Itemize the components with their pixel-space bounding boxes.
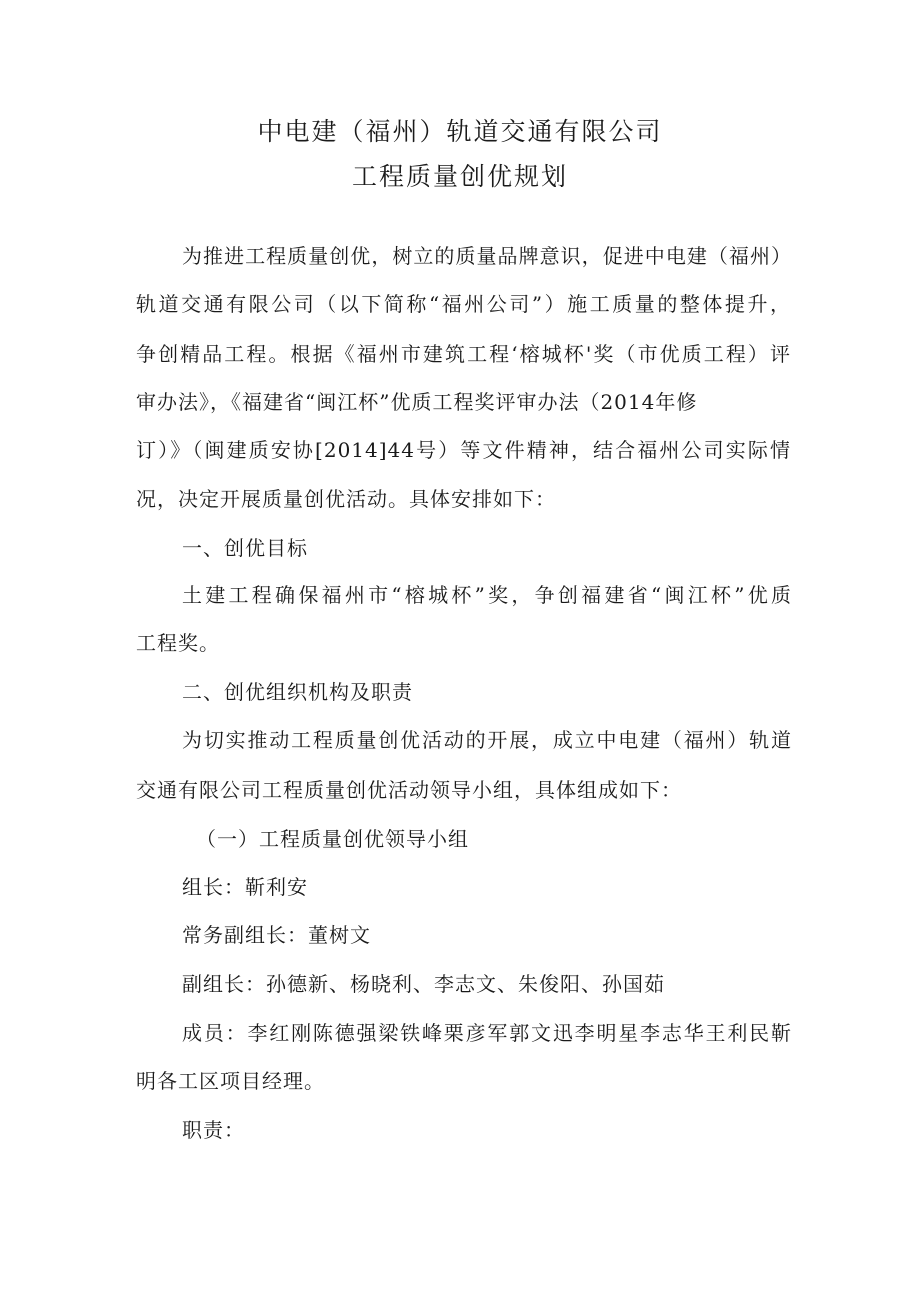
section-1-heading: 一、创优目标	[182, 536, 308, 560]
intro-line-4: 审办法》，《福建省“闽江杯”优质工程奖评审办法（2014年修	[136, 390, 698, 414]
duties-heading: 职责：	[182, 1118, 245, 1142]
exec-deputy-line: 常务副组长：董树文	[182, 923, 371, 947]
document-title: 中电建（福州）轨道交通有限公司	[257, 117, 663, 146]
intro-line-6: 况，决定开展质量创优活动。具体安排如下：	[136, 487, 556, 511]
section-1-line-1: 土建工程确保福州市“榕城杯”奖，争创福建省“闽江杯”优质	[182, 583, 792, 607]
section-1-line-2: 工程奖。	[136, 631, 220, 655]
document-subtitle: 工程质量创优规划	[351, 162, 568, 191]
intro-line-5: 订）》（闽建质安协[2014]44号）等文件精神，结合福州公司实际情	[136, 438, 791, 462]
members-line-2: 明各工区项目经理。	[136, 1069, 325, 1093]
leader-line: 组长：靳利安	[182, 875, 308, 899]
intro-line-1: 为推进工程质量创优，树立的质量品牌意识，促进中电建（福州）	[182, 244, 792, 268]
section-2-line-1: 为切实推动工程质量创优活动的开展，成立中电建（福州）轨道	[182, 728, 792, 752]
members-line-1: 成员：李红刚陈德强梁铁峰栗彦军郭文迅李明星李志华王利民靳	[182, 1021, 792, 1045]
subsection-1-heading: （一）工程质量创优领导小组	[196, 827, 469, 851]
deputies-line: 副组长：孙德新、杨晓利、李志文、朱俊阳、孙国茹	[182, 972, 665, 996]
section-2-line-2: 交通有限公司工程质量创优活动领导小组，具体组成如下：	[136, 778, 682, 802]
section-2-heading: 二、创优组织机构及职责	[182, 680, 413, 704]
intro-line-2: 轨道交通有限公司（以下简称“福州公司”）施工质量的整体提升，	[136, 292, 791, 316]
intro-line-3: 争创精品工程。根据《福州市建筑工程‘榕城杯'奖（市优质工程）评	[136, 342, 791, 366]
